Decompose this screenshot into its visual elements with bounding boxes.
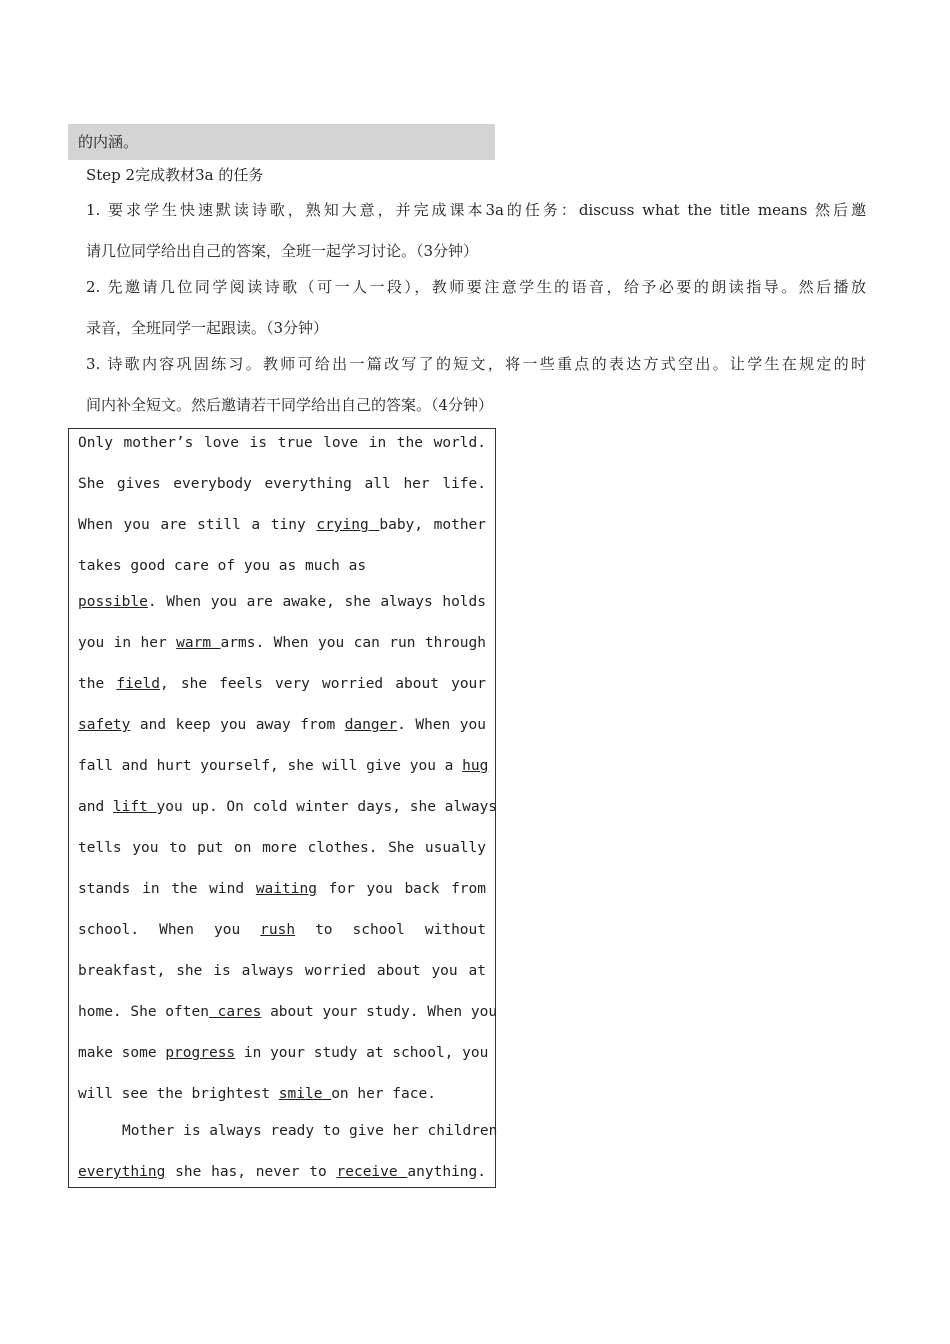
passage-line: you in her warm arms. When you can run through (78, 635, 486, 651)
task-2-line-2: 录音，全班同学一起跟读。（3分钟） (86, 319, 329, 337)
task-3 (86, 349, 866, 431)
blank-answer: progress (165, 1045, 236, 1061)
passage-line: will see the brightest smile on her face. (78, 1086, 436, 1102)
task-1-line-1: 1. 要求学生快速默读诗歌，熟知大意，并完成课本3a的任务：discuss what the title means 然后邀 (86, 201, 866, 219)
passage-line: possible. When you are awake, she always holds (78, 594, 486, 610)
passage-line: tells you to put on more clothes. She usually (78, 840, 486, 856)
blank-answer: hug (462, 758, 489, 774)
blank-answer: everything (78, 1164, 166, 1180)
task-1 (86, 195, 866, 277)
passage-line: Mother is always ready to give her children (122, 1123, 498, 1139)
cloze-passage-box (68, 428, 496, 1188)
task-2-line-1: 2. 先邀请几位同学阅读诗歌（可一人一段），教师要注意学生的语音，给予必要的朗读指导。然后播放 (86, 278, 866, 296)
blank-answer: possible (78, 594, 148, 610)
blank-answer: warm (176, 635, 221, 651)
blank-answer: rush (260, 922, 296, 938)
step-title: Step 2完成教材3a 的任务 (86, 166, 264, 184)
blank-answer: lift (112, 799, 157, 815)
blank-answer: waiting (255, 881, 317, 897)
blank-answer: receive (336, 1164, 408, 1180)
passage-line: takes good care of you as much as (78, 558, 367, 574)
task-2 (86, 272, 866, 354)
passage-line: home. She often cares about your study. When you (78, 1004, 498, 1020)
blank-answer: danger (344, 717, 398, 733)
passage-line: everything she has, never to receive anything. (78, 1164, 486, 1180)
task-1-line-2: 请几位同学给出自己的答案，全班一起学习讨论。（3分钟） (86, 242, 479, 260)
blank-answer: field (116, 676, 160, 692)
passage-line: school. When you rush to school without (78, 922, 486, 938)
passage-line: the field, she feels very worried about your (78, 676, 487, 692)
blank-answer: crying (316, 517, 380, 533)
passage-line: and lift you up. On cold winter days, she always (78, 799, 498, 815)
task-3-line-1: 3. 诗歌内容巩固练习。教师可给出一篇改写了的短文，将一些重点的表达方式空出。让学生在规定的时 (86, 355, 866, 373)
passage-line: She gives everybody everything all her life. (78, 476, 486, 492)
blank-answer: cares (208, 1004, 262, 1020)
passage-line: fall and hurt yourself, she will give you a hug (78, 758, 489, 774)
passage-line: safety and keep you away from danger. When you (78, 717, 486, 733)
passage-line: stands in the wind waiting for you back from (78, 881, 486, 897)
passage-line: make some progress in your study at school, you (78, 1045, 489, 1061)
passage-line: Only mother’s love is true love in the world. (78, 435, 486, 451)
header-fragment-box (68, 124, 495, 160)
passage-line: breakfast, she is always worried about you at (78, 963, 486, 979)
task-3-line-2: 间内补全短文。然后邀请若干同学给出自己的答案。（4分钟） (86, 396, 494, 414)
blank-answer: safety (78, 717, 131, 733)
passage-line: When you are still a tiny crying baby, mother (78, 517, 487, 533)
blank-answer: smile (278, 1086, 332, 1102)
header-fragment: 的内涵。 (78, 133, 139, 151)
